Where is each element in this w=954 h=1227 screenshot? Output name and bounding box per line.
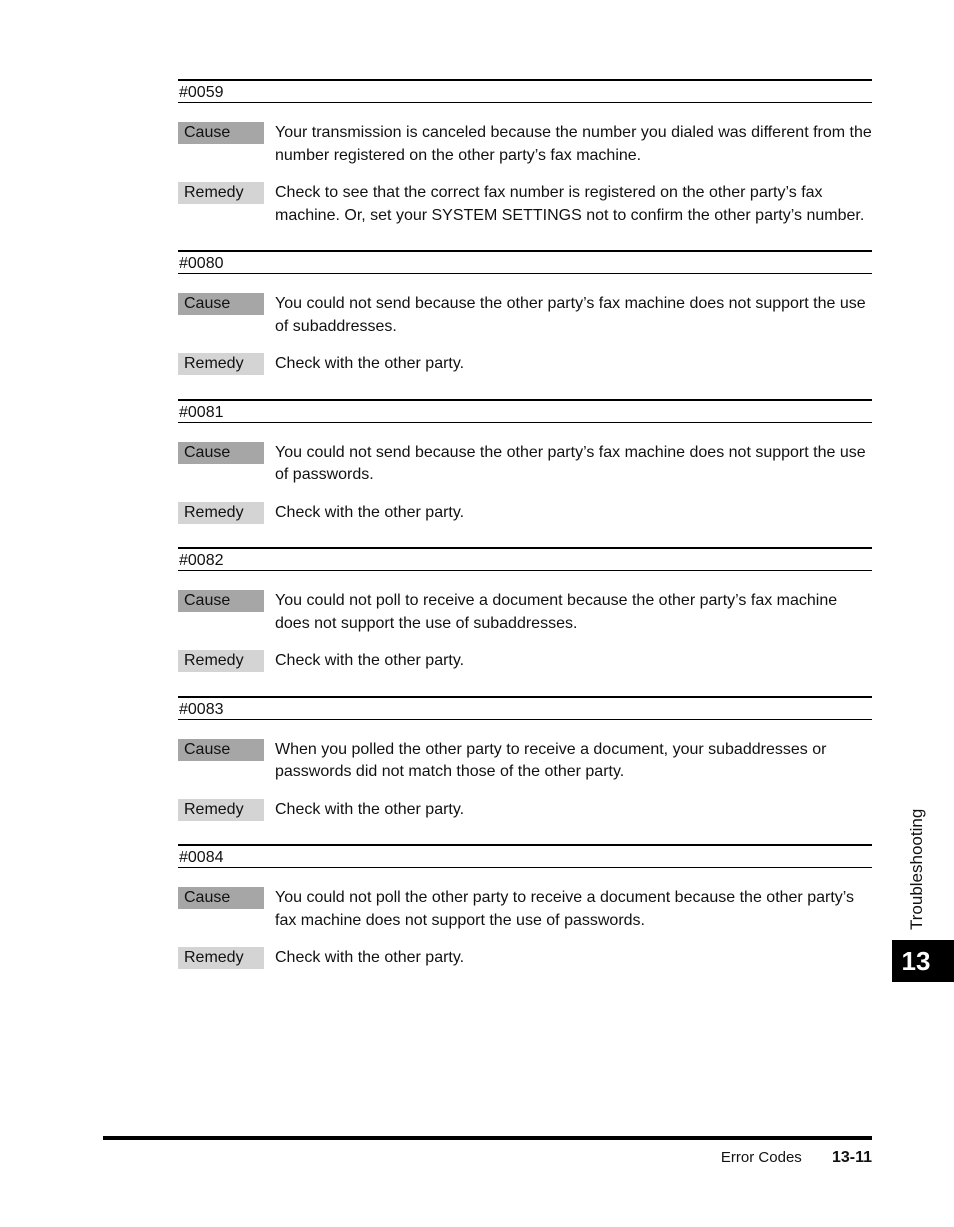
footer-section-title: Error Codes — [720, 1149, 802, 1166]
cause-row — [178, 739, 872, 784]
chapter-side-label: Troubleshooting — [907, 808, 926, 930]
cause-row — [178, 122, 872, 167]
remedy-text: Check with the other party. — [275, 503, 465, 521]
cause-text: Your transmission is canceled because the number you dialed was different from the number registered on the other party’s fax machine. — [275, 124, 872, 164]
error-code-heading: #0083 — [178, 696, 872, 720]
remedy-label: Remedy — [178, 650, 264, 672]
error-section-0059 — [178, 79, 872, 227]
cause-label: Cause — [178, 590, 264, 612]
chapter-number-tab: 13 — [892, 940, 954, 982]
page-footer — [721, 1148, 872, 1168]
cause-text: When you polled the other party to receive a document, your subaddresses or passwords did not match those of the other party. — [275, 740, 827, 780]
remedy-label: Remedy — [178, 182, 264, 204]
remedy-label: Remedy — [178, 353, 264, 375]
cause-row — [178, 590, 872, 635]
error-code-heading: #0080 — [178, 250, 872, 274]
cause-text: You could not poll the other party to receive a document because the other party’s fax machine does not support the use of passwords. — [275, 889, 855, 929]
error-section-0081 — [178, 399, 872, 525]
remedy-text: Check with the other party. — [275, 355, 465, 372]
error-section-0082 — [178, 547, 872, 673]
footer-divider — [103, 1136, 872, 1140]
cause-label: Cause — [178, 442, 264, 464]
error-code-list — [178, 79, 872, 970]
remedy-label: Remedy — [178, 502, 264, 524]
cause-row — [178, 887, 872, 932]
cause-text: You could not send because the other party’s fax machine does not support the use of subaddresses. — [275, 295, 866, 335]
cause-text: You could not poll to receive a document because the other party’s fax machine does not support the use of subaddresses. — [275, 592, 838, 632]
cause-label: Cause — [178, 887, 264, 909]
cause-label: Cause — [178, 739, 264, 761]
remedy-row — [178, 947, 872, 970]
error-section-0083 — [178, 696, 872, 822]
cause-label: Cause — [178, 293, 264, 315]
remedy-text: Check with the other party. — [275, 949, 465, 966]
cause-label: Cause — [178, 122, 264, 144]
remedy-row — [178, 502, 872, 525]
error-code-heading: #0082 — [178, 547, 872, 571]
remedy-row — [178, 650, 872, 673]
cause-row — [178, 442, 872, 487]
error-code-heading: #0084 — [178, 844, 872, 868]
remedy-row — [178, 353, 872, 376]
remedy-label: Remedy — [178, 947, 264, 969]
error-section-0080 — [178, 250, 872, 376]
cause-text: You could not send because the other party’s fax machine does not support the use of passwords. — [275, 443, 866, 483]
error-section-0084 — [178, 844, 872, 970]
remedy-row — [178, 799, 872, 822]
error-code-heading: #0081 — [178, 399, 872, 423]
remedy-text: Check with the other party. — [275, 800, 465, 818]
remedy-label: Remedy — [178, 799, 264, 821]
page-number: 13-11 — [831, 1149, 872, 1166]
error-code-heading: #0059 — [178, 79, 872, 103]
remedy-text: Check with the other party. — [275, 652, 465, 669]
remedy-text: Check to see that the correct fax number is registered on the other party’s fax machine. Or, set your SYSTEM SETTINGS not to confirm the other party’s number. — [275, 184, 865, 224]
remedy-row — [178, 182, 872, 227]
cause-row — [178, 293, 872, 338]
